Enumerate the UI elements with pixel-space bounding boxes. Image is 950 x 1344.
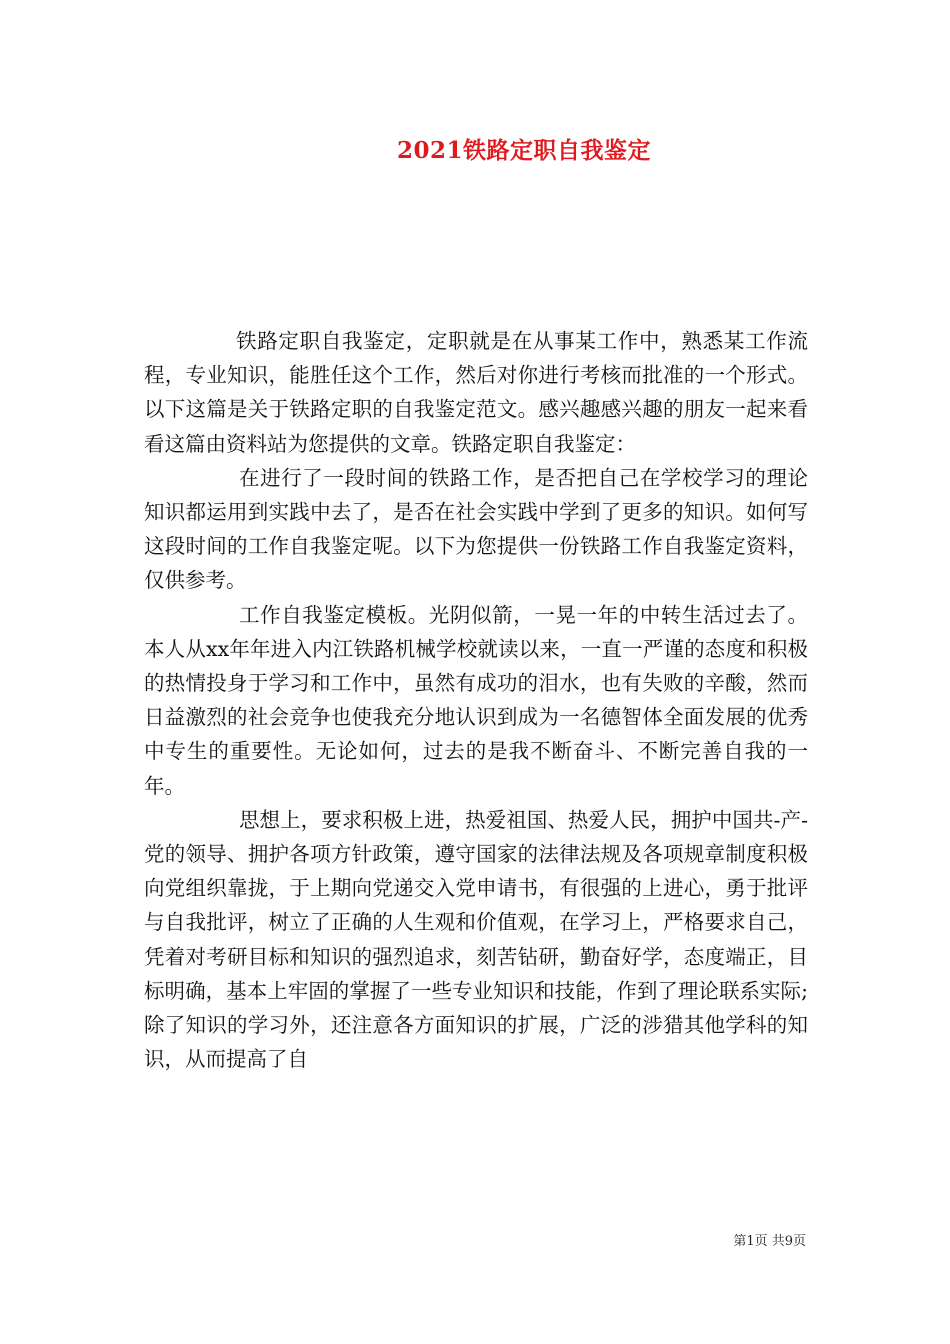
document-title-text: 2021铁路定职自我鉴定 <box>396 137 651 164</box>
page-number: 第1页 共9页 <box>733 1234 806 1249</box>
paragraph-ideology-study: 思想上，要求积极上进，热爱祖国、热爱人民，拥护中国共-产-党的领导、拥护各项方针政策，遵守国家的法律法规及各项规章制度积极向党组织靠拢，于上期向党递交入党申请书，有很强的上进心，勇于批评与自我批评，树立了正确的人生观和价值观，在学习上，严格要求自己，凭着对考研目标和知识的强烈追求，刻苦钻研，勤奋好学，态度端正，目标明确，基本上牢固的掌握了一些专业知识和技能，作到了理论联系实际;除了知识的学习外，还注意各方面知识的扩展，广泛的涉猎其他学科的知识，从而提高了自 <box>144 807 808 1072</box>
paragraph-template: 工作自我鉴定模板。光阴似箭，一晃一年的中转生活过去了。本人从xx年年进入内江铁路机械学校就读以来，一直一严谨的态度和积极的热情投身于学习和工作中，虽然有成功的泪水，也有失败的辛酸，然而日益激烈的社会竞争也使我充分地认识到成为一名德智体全面发展的优秀中专生的重要性。无论如何，过去的是我不断奋斗、不断完善自我的一年。 <box>144 602 808 798</box>
document-body <box>144 324 808 1076</box>
paragraph-context: 在进行了一段时间的铁路工作，是否把自己在学校学习的理论知识都运用到实践中去了，是否在社会实践中学到了更多的知识。如何写这段时间的工作自我鉴定呢。以下为您提供一份铁路工作自我鉴定资料，仅供参考。 <box>144 465 808 593</box>
document-title <box>0 132 950 165</box>
paragraph-intro: 铁路定职自我鉴定，定职就是在从事某工作中，熟悉某工作流程，专业知识，能胜任这个工作，然后对你进行考核而批准的一个形式。以下这篇是关于铁路定职的自我鉴定范文。感兴趣感兴趣的朋友一起来看看这篇由资料站为您提供的文章。铁路定职自我鉴定： <box>144 329 808 456</box>
